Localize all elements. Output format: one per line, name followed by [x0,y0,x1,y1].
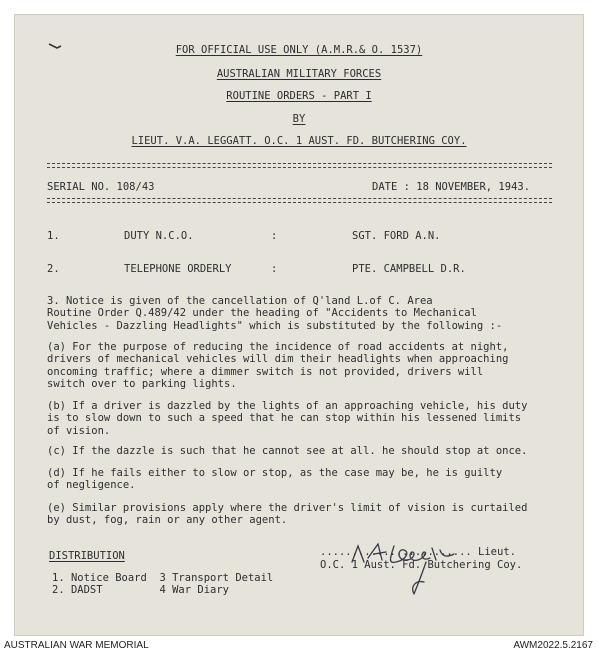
paragraph-b: (b) If a driver is dazzled by the lights of an approaching vehicle, his duty is to slow down to such a speed that he can stop within his lessened limits of vision. [47,400,528,437]
by-line: BY [292,113,306,125]
routine-order-document [14,14,584,636]
item-separator: : [271,263,278,275]
issuing-officer: LIEUT. V.A. LEGGATT. O.C. 1 AUST. FD. BUTCHERING COY. [131,135,467,147]
signature-line: ........................ Lieut. [320,546,516,558]
document-page [14,14,584,636]
item-name: PTE. CAMPBELL D.R. [352,263,466,275]
orders-title: ROUTINE ORDERS - PART I [226,90,372,102]
item-name: SGT. FORD A.N. [352,230,441,242]
signature-title: O.C. 1 Aust. Fd. Butchering Coy. [320,559,523,571]
archive-reference: AWM2022.5.2167 [513,640,593,651]
paragraph-a: (a) For the purpose of reducing the incidence of road accidents at night, drivers of mechanical vehicles will dim their headlights when approaching oncoming traffic; where a dimmer switch is not provided, drivers will switch over to parking lights. [47,341,509,391]
organisation-title: AUSTRALIAN MILITARY FORCES [216,68,382,80]
archive-name: AUSTRALIAN WAR MEMORIAL [4,640,149,651]
item-title: TELEPHONE ORDERLY [124,263,232,275]
item-separator: : [271,230,278,242]
distribution-row: 2. DADST 4 War Diary [52,584,230,596]
paragraph-c: (c) If the dazzle is such that he cannot see at all. he should stop at once. [47,445,528,457]
distribution-heading: DISTRIBUTION [49,550,125,562]
item-title: DUTY N.C.O. [124,230,194,242]
divider-top-2 [47,167,552,168]
classification-line: FOR OFFICIAL USE ONLY (A.M.R.& O. 1537) [175,44,423,56]
divider-bottom [47,198,552,199]
archive-footer [0,637,598,653]
paragraph-3: 3. Notice is given of the cancellation of Q'land L.of C. Area Routine Order Q.489/42 under the heading of "Accidents to Mechanical Vehicles - Dazzling Headlights" which is substituted by the following :- [47,295,503,332]
paragraph-d: (d) If he fails either to slow or stop, as the case may be, he is guilty of negligence. [47,467,503,492]
order-date: DATE : 18 NOVEMBER, 1943. [372,181,531,193]
serial-number: SERIAL NO. 108/43 [47,181,155,193]
divider-top [47,163,552,164]
divider-bottom-2 [47,202,552,203]
item-number: 2. [47,263,60,275]
paragraph-e: (e) Similar provisions apply where the driver's limit of vision is curtailed by dust, fog, rain or any other agent. [47,502,528,527]
item-number: 1. [47,230,60,242]
distribution-row: 1. Notice Board 3 Transport Detail [52,572,274,584]
